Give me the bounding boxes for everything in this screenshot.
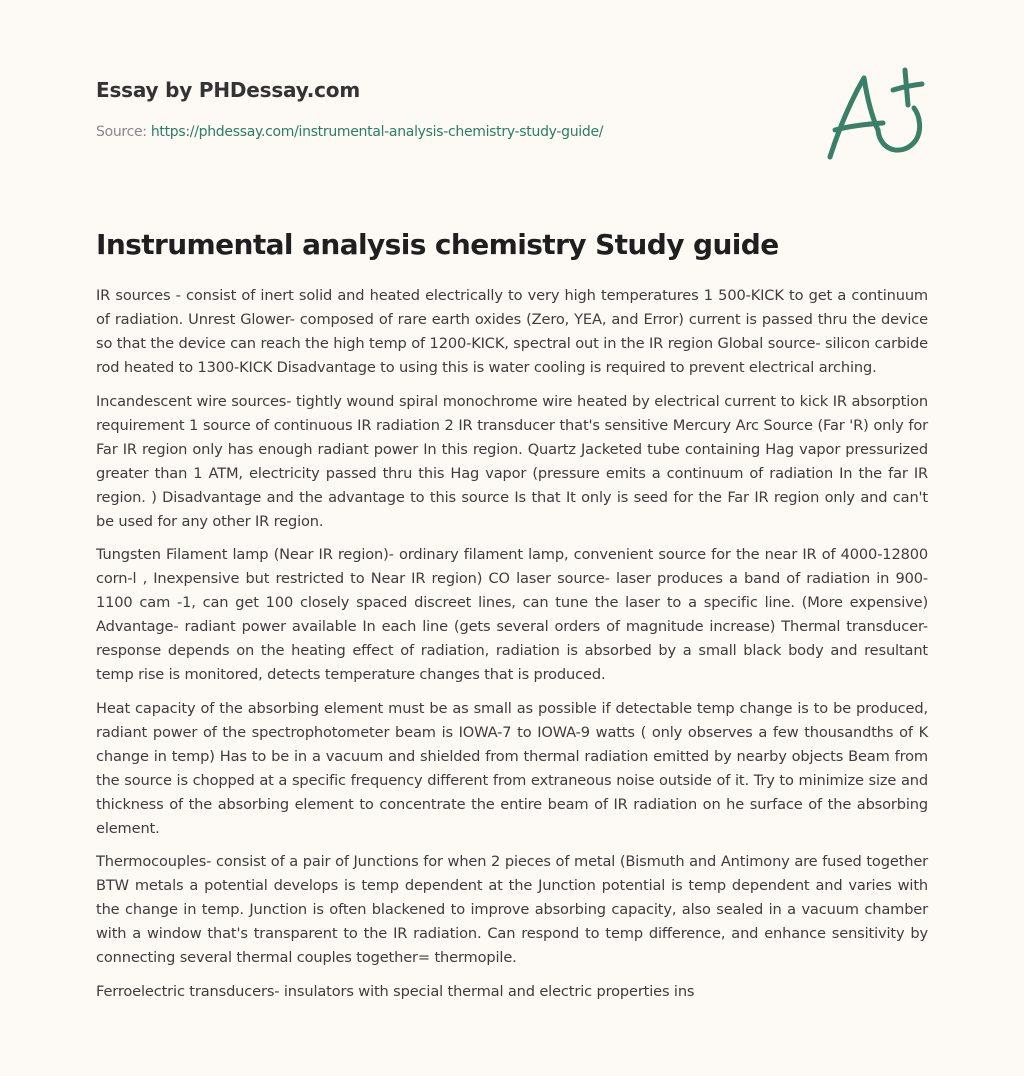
paragraph: Heat capacity of the absorbing element must be as small as possible if detectable temp change is to be produced, radiant power of the spectrophotometer beam is IOWA-7 to IOWA-9 watts ( only observes a few thousandths of K change in temp) Has to be in a vacuum and shielded from thermal radiation emitted by nearby objects Beam from the source is chopped at a specific frequency different from extraneous noise outside of it. Try to minimize size and thickness of the absorbing element to concentrate the entire beam of IR radiation on he surface of the absorbing element. [96,699,928,837]
article-title: Instrumental analysis chemistry Study guide [96,228,779,261]
source-link[interactable]: https://phdessay.com/instrumental-analysis-chemistry-study-guide/ [150,124,604,140]
brand-title: Essay by PHDessay.com [96,78,360,102]
paragraph: Ferroelectric transducers- insulators with special thermal and electric properties ins [96,982,695,1000]
article-body [96,284,928,1013]
source-line [96,122,928,142]
paragraph: Incandescent wire sources- tightly wound spiral monochrome wire heated by electrical current to kick IR absorption requirement 1 source of continuous IR radiation 2 IR transducer that's sensitive Mercury Arc Source (Far 'R) only for Far IR region only has enough radiant power In this region. Quartz Jacketed tube containing Hag vapor pressurized greater than 1 ATM, electricity passed thru this Hag vapor (pressure emits a continuum of radiation In the far IR region. ) Disadvantage and the advantage to this source Is that It only is seed for the Far IR region only and can't be used for any other IR region. [96,392,928,530]
page-header [96,76,928,142]
a-plus-grade-icon [820,62,932,166]
paragraph: IR sources - consist of inert solid and heated electrically to very high temperatures 1 500-KICK to get a continuum of radiation. Unrest Glower- composed of rare earth oxides (Zero, YEA, and Error) current is passed thru the device so that the device can reach the high temp of 1200-KICK, spectral out in the IR region Global source- silicon carbide rod heated to 1300-KICK Disadvantage to using this is water cooling is required to prevent electrical arching. [96,287,928,376]
paragraph: Tungsten Filament lamp (Near IR region)- ordinary filament lamp, convenient source for the near IR of 4000-12800 corn-l , Inexpensive but restricted to Near IR region) CO laser source- laser produces a band of radiation in 900-1100 cam -1, can get 100 closely spaced discreet lines, can tune the laser to a specific line. (More expensive) Advantage- radiant power available In each line (gets several orders of magnitude increase) Thermal transducer-response depends on the heating effect of radiation, radiation is absorbed by a small black body and resultant temp rise is monitored, detects temperature changes that is produced. [96,546,928,683]
source-label: Source: [96,124,147,140]
paragraph: Thermocouples- consist of a pair of Junctions for when 2 pieces of metal (Bismuth and Antimony are fused together BTW metals a potential develops is temp dependent at the Junction potential is temp dependent and varies with the change in temp. Junction is often blackened to improve absorbing capacity, also sealed in a vacuum chamber with a window that's transparent to the IR radiation. Can respond to temp difference, and enhance sensitivity by connecting several thermal couples together= thermopile. [96,853,928,966]
